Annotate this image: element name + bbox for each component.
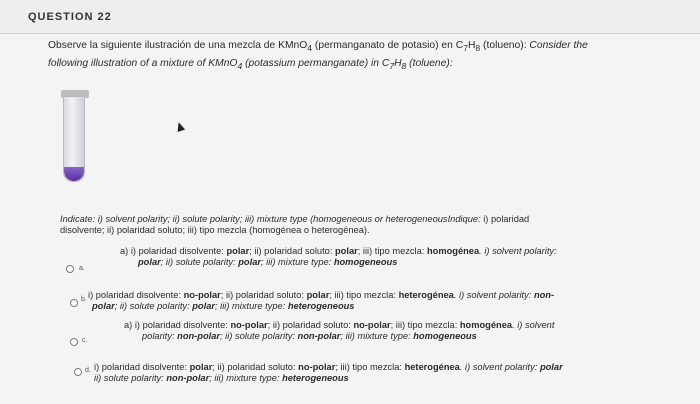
option-c-text[interactable]: a) i) polaridad disolvente: no-polar; ii) polaridad soluto: no-polar; iii) tipo mezcla: homogénea. i) solvent polarity: non-polar; ii) solute polarity: non-polar; iii) mixture type: homogeneous (124, 320, 555, 341)
option-a-radio[interactable] (66, 265, 74, 273)
option-a-letter: a. (79, 265, 85, 272)
option-c-radio[interactable] (70, 338, 78, 346)
option-b-text[interactable]: i) polaridad disolvente: no-polar; ii) polaridad soluto: polar; iii) tipo mezcla: heterogénea. i) solvent polarity: non- polar; ii) solute polarity: polar; iii) mixture type: heterogeneous (88, 290, 555, 311)
test-tube-body (63, 96, 85, 182)
option-b-letter: b. (81, 296, 87, 303)
permanganate-sediment (64, 167, 84, 181)
prompt-line-2: following illustration of a mixture of KMnO$_4$ (potassium permanganate) in $C_7H_8$ (toluene): (48, 58, 453, 72)
option-a-text[interactable]: a) i) polaridad disolvente: polar; ii) polaridad soluto: polar; iii) tipo mezcla: homogénea. i) solvent polarity: polar; ii) solute polarity: polar; iii) mixture type: homogeneous (120, 246, 557, 267)
option-d-text[interactable]: i) polaridad disolvente: polar; ii) polaridad soluto: no-polar; iii) tipo mezcla: heterogénea. i) solvent polarity: polar ii) solute polarity: non-polar; iii) mixture type: heterogeneous (94, 362, 563, 383)
test-tube-illustration (58, 90, 92, 190)
option-d-letter: d. (85, 367, 91, 374)
option-b-radio[interactable] (70, 299, 78, 307)
question-prompt (48, 38, 668, 74)
prompt-line-1: Observe la siguiente ilustración de una mezcla de KMnO$_4$ (permanganato de potasio) en $C_7H_8$ (tolueno): Consider the (48, 40, 588, 54)
instructions-text: Indicate: i) solvent polarity; ii) solute polarity; iii) mixture type (homogeneous or heterogeneousIndique: i) polaridad disolvente; ii) polaridad soluto; iii) tipo mezcla (homogénea o heterogénea). (60, 214, 530, 235)
question-title: QUESTION 22 (28, 11, 112, 23)
option-c-letter: c. (82, 337, 88, 344)
option-d-radio[interactable] (74, 368, 82, 376)
question-header (0, 0, 700, 34)
mouse-cursor-icon (175, 121, 185, 132)
